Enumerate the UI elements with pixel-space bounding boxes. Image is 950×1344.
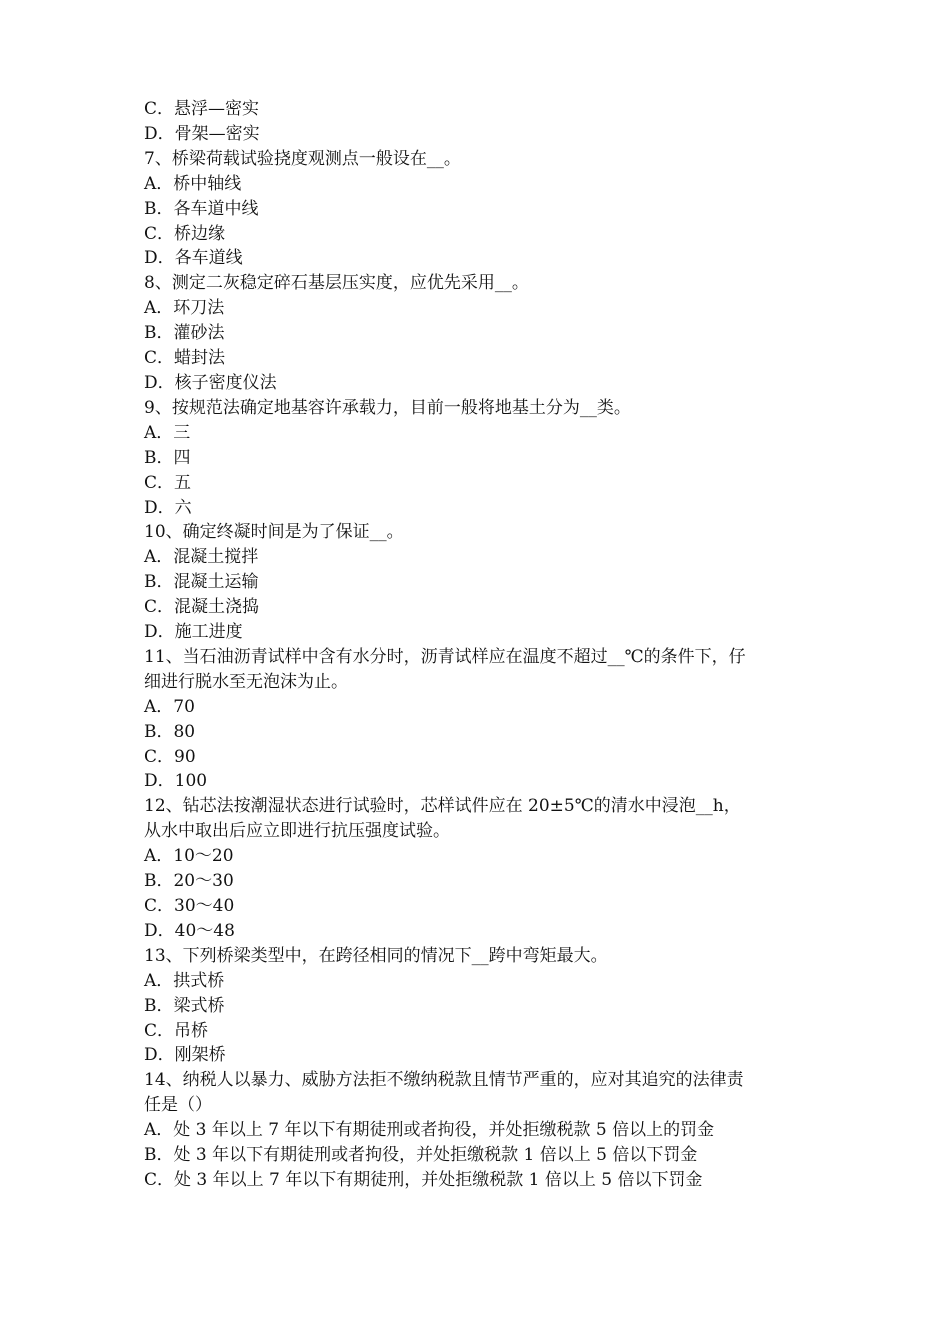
option-line: D．40～48 — [144, 920, 235, 941]
option-line: B．混凝土运输 — [144, 572, 259, 593]
option-line: C．蜡封法 — [144, 348, 226, 369]
exam-text-body — [144, 97, 816, 1193]
option-line: D．核子密度仪法 — [144, 372, 277, 393]
option-line: B．梁式桥 — [144, 995, 225, 1016]
option-line: A．处 3 年以上 7 年以下有期徒刑或者拘役，并处拒缴税款 5 倍以上的罚金 — [144, 1120, 715, 1141]
option-line: B．各车道中线 — [144, 198, 259, 219]
question-12: 12、钻芯法按潮湿状态进行试验时，芯样试件应在 20±5℃的清水中浸泡__h， — [144, 796, 741, 817]
option-line: A．混凝土搅拌 — [144, 547, 259, 568]
question-10: 10、确定终凝时间是为了保证__。 — [144, 522, 404, 543]
question-14: 14、纳税人以暴力、威胁方法拒不缴纳税款且情节严重的，应对其追究的法律责 — [144, 1070, 744, 1091]
option-line: C．五 — [144, 472, 192, 493]
option-line: B．灌砂法 — [144, 323, 225, 344]
option-line: D．刚架桥 — [144, 1045, 226, 1066]
question-9: 9、按规范法确定地基容许承载力，目前一般将地基土分为__类。 — [144, 397, 631, 418]
option-line: A．70 — [144, 696, 195, 717]
option-line: B．四 — [144, 447, 191, 468]
option-line: D．骨架—密实 — [144, 123, 260, 144]
option-line: D．施工进度 — [144, 622, 243, 643]
option-line: B．20～30 — [144, 871, 234, 892]
option-line: C．处 3 年以上 7 年以下有期徒刑，并处拒缴税款 1 倍以上 5 倍以下罚金 — [144, 1169, 703, 1190]
option-line: C．90 — [144, 746, 196, 767]
question-13: 13、下列桥梁类型中，在跨径相同的情况下__跨中弯矩最大。 — [144, 945, 608, 966]
question-14-continued: 任是（） — [144, 1095, 212, 1116]
question-8: 8、测定二灰稳定碎石基层压实度，应优先采用__。 — [144, 273, 529, 294]
option-line: A．10～20 — [144, 846, 234, 867]
question-7: 7、桥梁荷载试验挠度观测点一般设在__。 — [144, 148, 461, 169]
option-line: D．各车道线 — [144, 248, 243, 269]
option-line: C．混凝土浇捣 — [144, 597, 260, 618]
option-line: B．80 — [144, 721, 196, 742]
question-11-continued: 细进行脱水至无泡沫为止。 — [144, 671, 348, 692]
question-11: 11、当石油沥青试样中含有水分时，沥青试样应在温度不超过__℃的条件下，仔 — [144, 646, 746, 667]
option-line: C．30～40 — [144, 896, 235, 916]
option-line: C．桥边缘 — [144, 223, 226, 244]
option-line: C．吊桥 — [144, 1020, 209, 1041]
option-line: A．环刀法 — [144, 298, 225, 319]
option-line: A．拱式桥 — [144, 970, 225, 991]
option-line: A．桥中轴线 — [144, 173, 242, 194]
option-line: B．处 3 年以下有期徒刑或者拘役，并处拒缴税款 1 倍以上 5 倍以下罚金 — [144, 1145, 698, 1166]
question-12-continued: 从水中取出后应立即进行抗压强度试验。 — [144, 821, 450, 842]
option-line: C．悬浮—密实 — [144, 99, 260, 119]
option-line: D．100 — [144, 771, 208, 792]
option-line: A．三 — [144, 422, 191, 443]
option-line: D．六 — [144, 497, 192, 518]
